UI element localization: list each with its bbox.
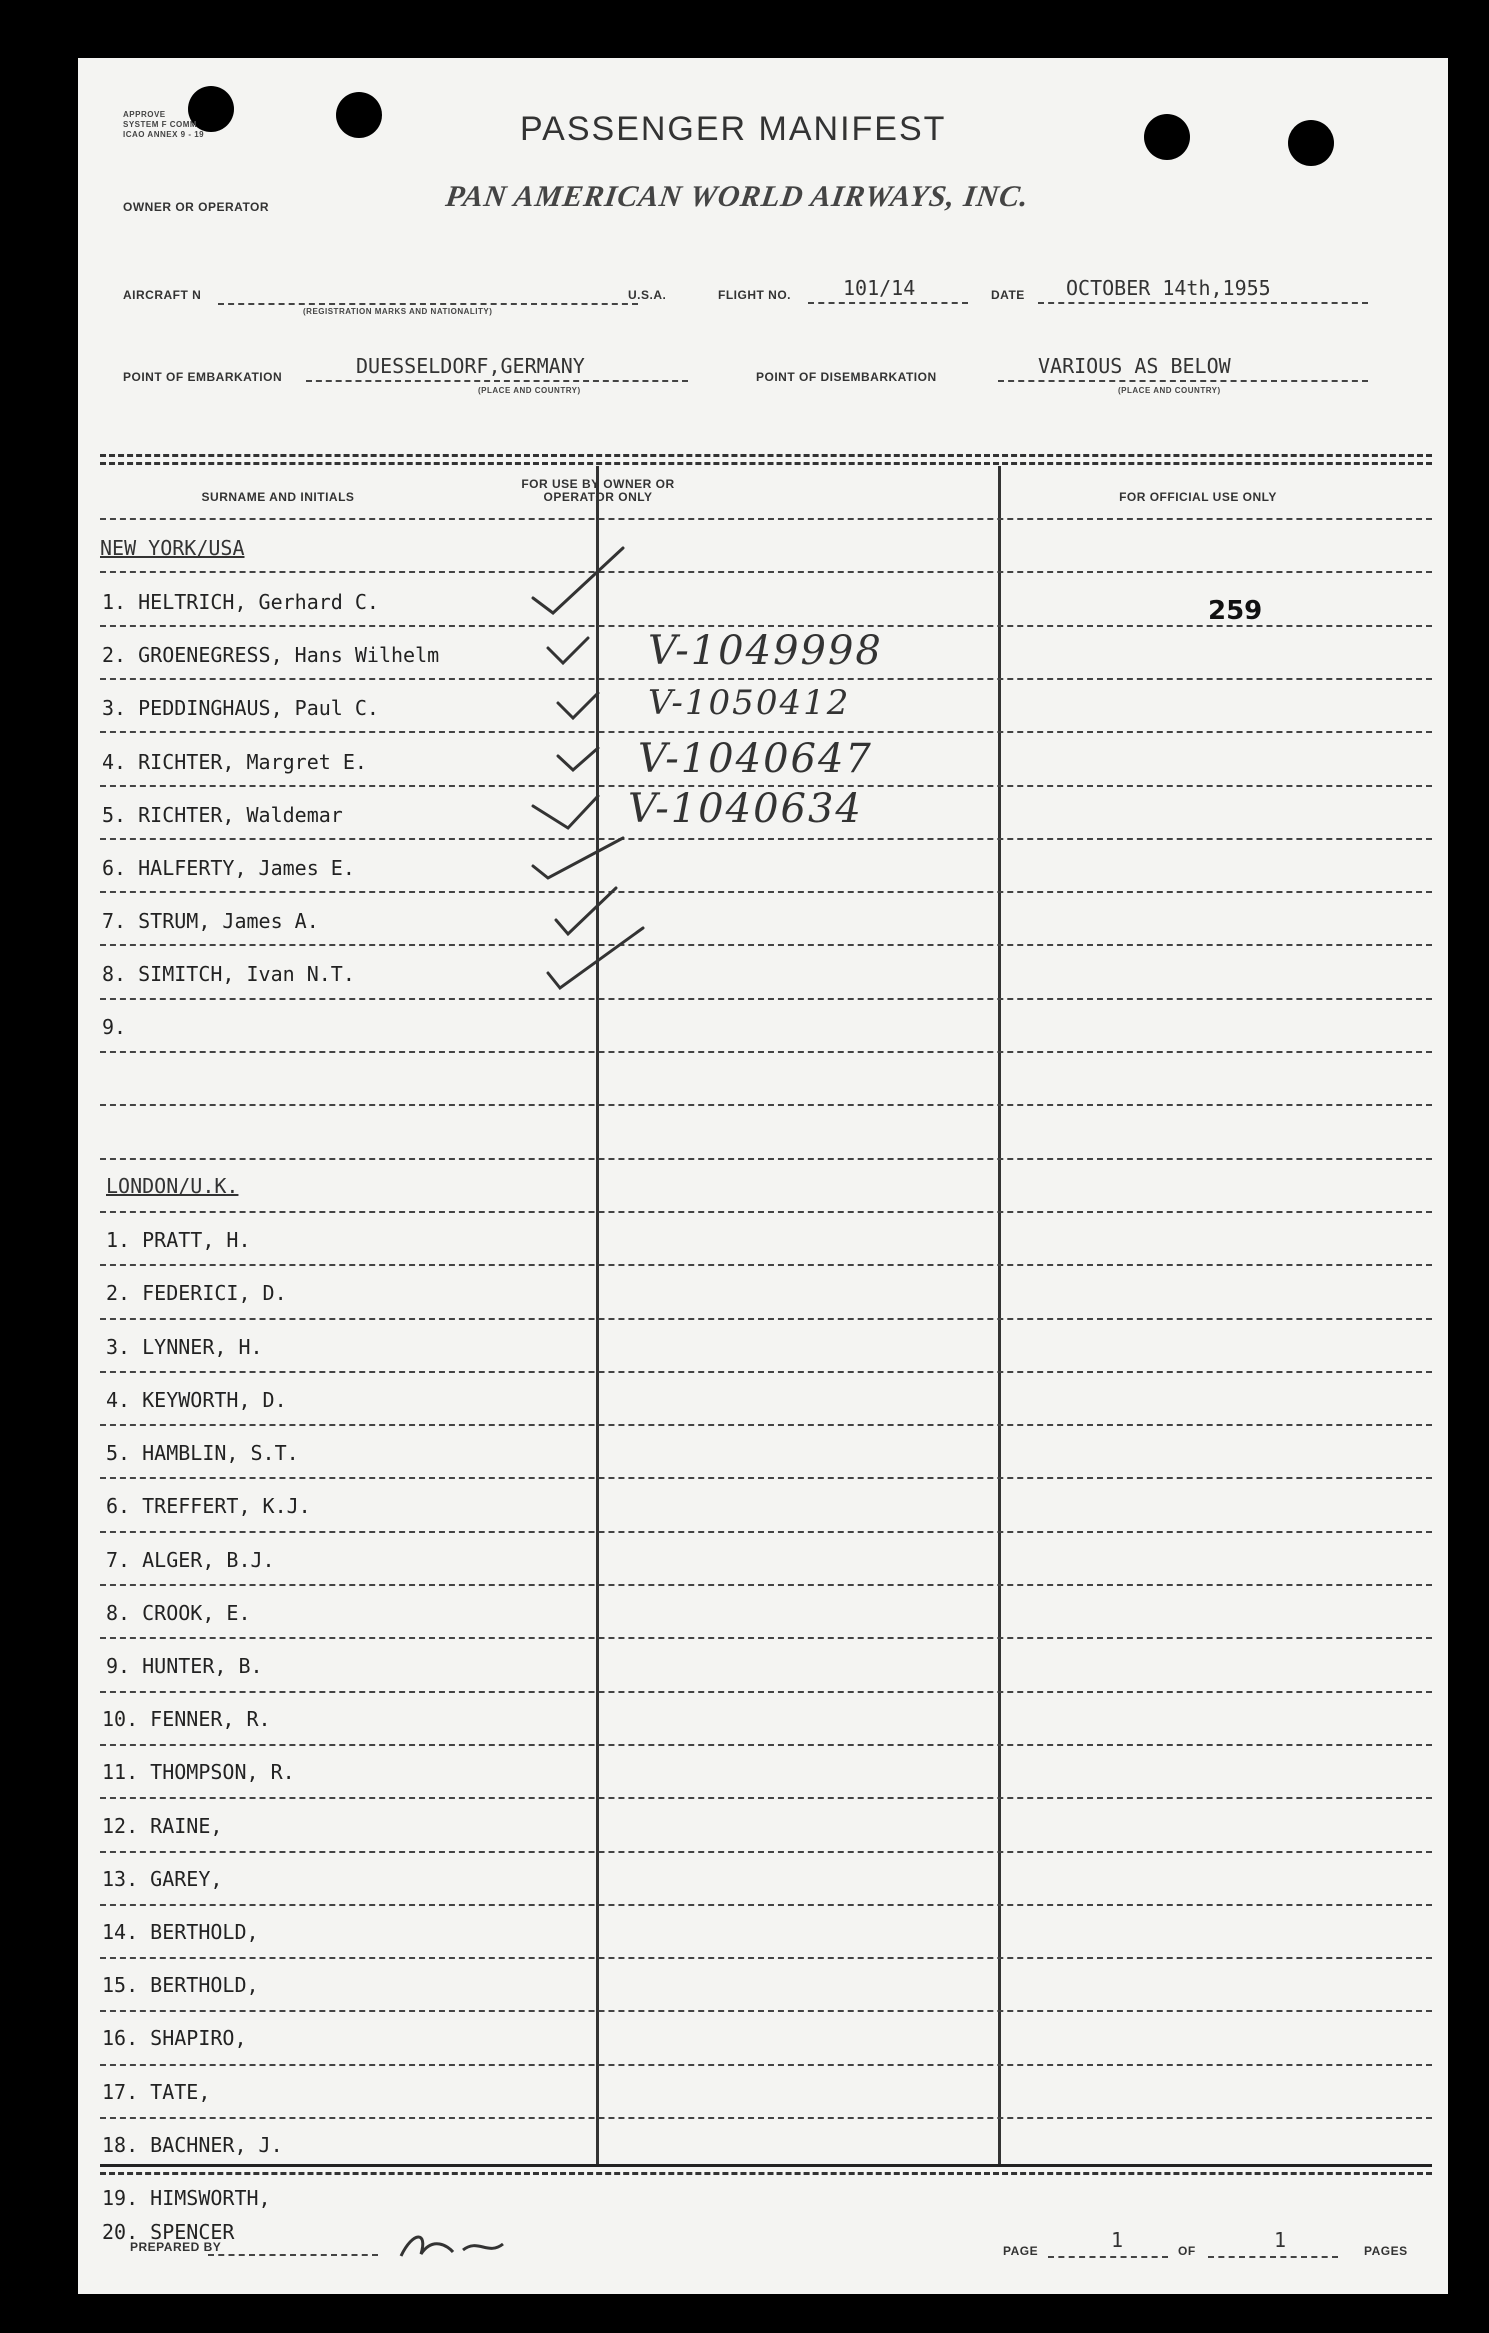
passenger-row: 16. SHAPIRO, xyxy=(102,2026,247,2050)
passenger-row: 5. RICHTER, Waldemar xyxy=(102,803,343,827)
owner-label: OWNER OR OPERATOR xyxy=(123,200,270,214)
approval-line: APPROVE xyxy=(123,110,166,119)
preparer-signature xyxy=(393,2226,513,2266)
official-use-number: 259 xyxy=(1208,596,1263,626)
prepared-by-label: PREPARED BY xyxy=(130,2240,222,2254)
passenger-row: 4. KEYWORTH, D. xyxy=(106,1388,287,1412)
page-number: 1 xyxy=(1111,2228,1124,2252)
check-mark-icon xyxy=(558,693,598,718)
of-label: OF xyxy=(1178,2244,1196,2258)
passenger-row: 9. xyxy=(102,1015,127,1039)
handwritten-visa-number: V-1049998 xyxy=(648,628,883,674)
page-label: PAGE xyxy=(1003,2244,1039,2258)
passenger-row: 13. GAREY, xyxy=(102,1867,223,1891)
embarkation-sublabel: (PLACE AND COUNTRY) xyxy=(478,386,581,395)
handwritten-checkmarks xyxy=(78,58,1448,2294)
passenger-row: 11. THOMPSON, R. xyxy=(102,1760,295,1784)
approval-line: SYSTEM F COMM xyxy=(123,120,198,129)
passenger-row: 19. HIMSWORTH, xyxy=(102,2186,271,2210)
handwritten-visa-number: V-1040647 xyxy=(638,736,873,782)
destination-heading: LONDON/U.K. xyxy=(106,1174,239,1198)
page-field-line xyxy=(1048,2256,1168,2258)
passenger-row: 6. HALFERTY, James E. xyxy=(102,856,355,880)
approval-line: ICAO ANNEX 9 - 19 xyxy=(123,130,205,139)
passenger-row: 2. FEDERICI, D. xyxy=(106,1281,287,1305)
embarkation-label: POINT OF EMBARKATION xyxy=(123,370,283,384)
handwritten-visa-number: V-1050412 xyxy=(648,683,851,723)
passenger-row: 2. GROENEGRESS, Hans Wilhelm xyxy=(102,643,440,667)
disembarkation-sublabel: (PLACE AND COUNTRY) xyxy=(1118,386,1221,395)
passenger-row: 4. RICHTER, Margret E. xyxy=(102,750,367,774)
passenger-row: 5. HAMBLIN, S.T. xyxy=(106,1441,299,1465)
passenger-row: 12. RAINE, xyxy=(102,1814,223,1838)
passenger-row: 8. CROOK, E. xyxy=(106,1601,251,1625)
col-header-surname: SURNAME AND INITIALS xyxy=(201,490,355,504)
passenger-row: 8. SIMITCH, Ivan N.T. xyxy=(102,962,355,986)
passenger-row: 20. SPENCER xyxy=(102,2220,235,2244)
passenger-row: 9. HUNTER, B. xyxy=(106,1654,263,1678)
flight-label: FLIGHT NO. xyxy=(718,288,791,302)
embarkation-value: DUESSELDORF,GERMANY xyxy=(356,354,585,378)
passenger-row: 14. BERTHOLD, xyxy=(102,1920,259,1944)
flight-number: 101/14 xyxy=(843,276,916,300)
prepared-by-line xyxy=(208,2254,378,2256)
passenger-row: 6. TREFFERT, K.J. xyxy=(106,1494,311,1518)
check-mark-icon xyxy=(533,838,623,878)
destination-heading: NEW YORK/USA xyxy=(100,536,245,560)
document-title: PASSENGER MANIFEST xyxy=(520,110,947,148)
handwritten-visa-number: V-1040634 xyxy=(628,786,863,832)
of-field-line xyxy=(1208,2256,1338,2258)
manifest-page xyxy=(78,58,1448,2294)
passenger-row: 7. STRUM, James A. xyxy=(102,909,319,933)
operator-name: PAN AMERICAN WORLD AIRWAYS, INC. xyxy=(443,180,1032,213)
passenger-row: 15. BERTHOLD, xyxy=(102,1973,259,1997)
check-mark-icon xyxy=(533,548,623,613)
col-header-owner-use: FOR USE BY OWNER OR OPERATOR ONLY xyxy=(521,477,675,504)
check-mark-icon xyxy=(533,796,598,828)
passenger-row: 1. PRATT, H. xyxy=(106,1228,251,1252)
nationality: U.S.A. xyxy=(628,288,667,302)
passenger-row: 10. FENNER, R. xyxy=(102,1707,271,1731)
check-mark-icon xyxy=(548,928,643,988)
passenger-row: 1. HELTRICH, Gerhard C. xyxy=(102,590,379,614)
passenger-row: 18. BACHNER, J. xyxy=(102,2133,283,2157)
flight-date: OCTOBER 14th,1955 xyxy=(1066,276,1271,300)
disembarkation-value: VARIOUS AS BELOW xyxy=(1038,354,1231,378)
aircraft-sublabel: (REGISTRATION MARKS AND NATIONALITY) xyxy=(303,307,493,316)
check-mark-icon xyxy=(558,748,598,770)
date-label: DATE xyxy=(991,288,1025,302)
passenger-row: 17. TATE, xyxy=(102,2080,211,2104)
pages-label: PAGES xyxy=(1364,2244,1408,2258)
col-header-official-use: FOR OFFICIAL USE ONLY xyxy=(1119,490,1277,504)
check-mark-icon xyxy=(548,638,588,663)
passenger-row: 7. ALGER, B.J. xyxy=(106,1548,275,1572)
passenger-row: 3. PEDDINGHAUS, Paul C. xyxy=(102,696,379,720)
passenger-row: 3. LYNNER, H. xyxy=(106,1335,263,1359)
disembarkation-label: POINT OF DISEMBARKATION xyxy=(756,370,937,384)
check-mark-icon xyxy=(556,888,616,934)
aircraft-label: AIRCRAFT N xyxy=(123,288,202,302)
page-total: 1 xyxy=(1274,2228,1287,2252)
